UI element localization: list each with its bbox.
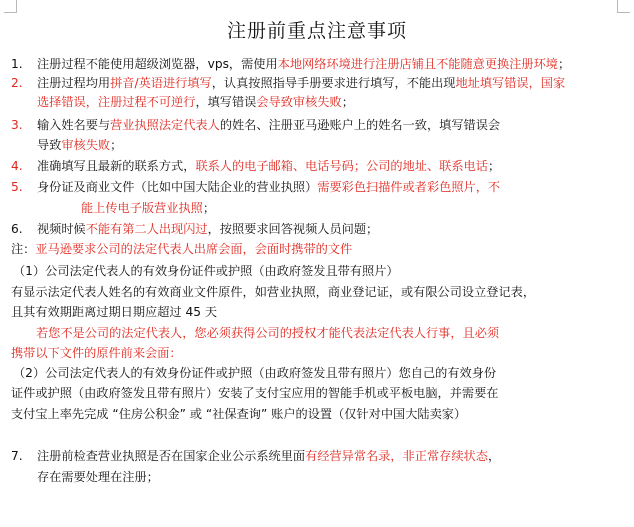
page-corner-mark-right: [617, 0, 630, 13]
list-item-3-line-2-segment-1: 审核失败: [61, 138, 111, 152]
list-item-5-line-2-segment-0: 能上传电子版营业执照: [81, 201, 203, 215]
document-title: 注册前重点注意事项: [226, 20, 407, 42]
list-item-2-line-2-segment-2: 会导致审核失败: [256, 95, 342, 109]
list-item-3-number: 3.: [11, 118, 23, 132]
note-line-7: [13, 364, 496, 382]
list-item-2-line-1: [37, 74, 565, 92]
list-item-2-line-1-segment-0: 注册过程均用: [37, 76, 111, 90]
list-item-2-line-2-segment-3: ；: [341, 95, 354, 109]
list-item-5-line-1: [37, 178, 500, 196]
list-item-5-line-2-segment-1: ；: [202, 201, 216, 215]
list-item-5-line-1-segment-0: 身份证及商业文件（比如中国大陆企业的营业执照）: [37, 180, 318, 194]
list-item-2-number: 2.: [11, 76, 23, 90]
note-line-2: [13, 262, 399, 280]
list-item-3-line-1-segment-0: 输入姓名要与: [37, 118, 111, 132]
list-item-7-line-1: [37, 447, 500, 465]
list-item-3-line-1-segment-1: 营业执照法定代表人: [110, 118, 220, 132]
list-item-7-number: 7.: [11, 449, 23, 463]
list-item-7-line-1-segment-1: 有经营异常名录，非正常存续状态: [305, 449, 488, 463]
note-line-1-segment-0: 注：: [11, 242, 36, 256]
list-item-1-line-1-segment-0: 注册过程不能使用超级浏览器，vps，需使用: [37, 57, 278, 71]
note-line-3-segment-0: 有显示法定代表人姓名的有效商业文件原件，如营业执照，商业登记证，或有限公司设立登记表，: [11, 285, 536, 299]
note-line-2-segment-0: （1）公司法定代表人的有效身份证件或护照（由政府签发且带有照片）: [13, 264, 399, 278]
note-line-9: [11, 405, 466, 423]
note-line-4-segment-0: 且其有效期距离过期日期应超过 45 天: [11, 305, 218, 319]
note-line-3: [11, 283, 535, 301]
list-item-3-line-2: [37, 136, 122, 154]
note-line-8: [11, 384, 499, 402]
list-item-3-line-1: [37, 116, 500, 134]
list-item-4-line-1-segment-0: 准确填写且最新的联系方式，: [37, 159, 196, 173]
list-item-7-line-2: [37, 468, 159, 486]
list-item-2-line-1-segment-1: 拼音/英语进行填写: [110, 76, 212, 90]
list-item-1-line-1-segment-2: ；: [558, 57, 571, 71]
list-item-3-line-2-segment-2: ；: [110, 138, 123, 152]
note-line-9-segment-0: 支付宝上率先完成 “住房公积金” 或 “社保查询” 账户的设置（仅针对中国大陆卖家）: [11, 407, 467, 421]
note-line-8-segment-0: 证件或护照（由政府签发且带有照片）安装了支付宝应用的智能手机或平板电脑，并需要在: [11, 386, 499, 400]
list-item-4-number: 4.: [11, 159, 23, 173]
note-line-6: [11, 344, 182, 362]
list-item-5-number: 5.: [11, 180, 23, 194]
list-item-6-line-1: [37, 220, 378, 238]
list-item-2-line-1-segment-2: ，认真按照指导手册要求进行填写，不能出现: [211, 76, 456, 90]
list-item-6-line-1-segment-1: 不能有第二人出现闪过: [85, 222, 208, 236]
list-item-2-line-2-segment-0: 选择错误，注册过程不可逆行: [37, 95, 196, 109]
list-item-2-line-2-segment-1: ，填写错误: [195, 95, 257, 109]
note-line-6-segment-0: 携带以下文件的原件前来会面：: [11, 346, 182, 360]
list-item-4-line-1-segment-1: 联系人的电子邮箱、电话号码；公司的地址、联系电话: [195, 159, 488, 173]
list-item-2-line-1-segment-3: 地址填写错误，国家: [455, 76, 566, 90]
list-item-5-line-1-segment-1: 需要彩色扫描件或者彩色照片，不: [317, 180, 501, 194]
list-item-1-line-1: [37, 55, 570, 73]
note-line-1-segment-1: 亚马逊要求公司的法定代表人出席会面，会面时携带的文件: [35, 242, 353, 256]
list-item-7-line-1-segment-0: 注册前检查营业执照是否在国家企业公示系统里面: [37, 449, 306, 463]
list-item-4-line-1: [37, 157, 500, 175]
note-line-5-segment-0: 若您不是公司的法定代表人，您必须获得公司的授权才能代表法定代表人行事，且必须: [36, 326, 500, 340]
list-item-1-line-1-segment-1: 本地网络环境进行注册店铺且不能随意更换注册环境: [277, 57, 558, 71]
list-item-7-line-2-segment-0: 存在需要处理在注册；: [37, 470, 159, 484]
note-line-1: [11, 240, 352, 258]
list-item-4-line-1-segment-2: ；: [487, 159, 501, 173]
list-item-6-line-1-segment-2: ，按照要求回答视频人员问题；: [207, 222, 379, 236]
list-item-6-line-1-segment-0: 视频时候: [37, 222, 86, 236]
list-item-1-number: 1.: [11, 57, 23, 71]
list-item-5-line-2: [81, 199, 215, 217]
note-line-5: [36, 324, 499, 342]
note-line-7-segment-0: （2）公司法定代表人的有效身份证件或护照（由政府签发且带有照片）您自己的有效身份: [13, 366, 497, 380]
list-item-3-line-2-segment-0: 导致: [37, 138, 62, 152]
page-corner-mark-left: [4, 0, 17, 13]
list-item-6-number: 6.: [11, 222, 23, 236]
list-item-7-line-1-segment-2: ，: [487, 449, 501, 463]
note-line-4: [11, 303, 217, 321]
list-item-2-line-2: [37, 93, 354, 111]
list-item-3-line-1-segment-2: 的姓名、注册亚马逊账户上的姓名一致，填写错误会: [219, 118, 501, 132]
